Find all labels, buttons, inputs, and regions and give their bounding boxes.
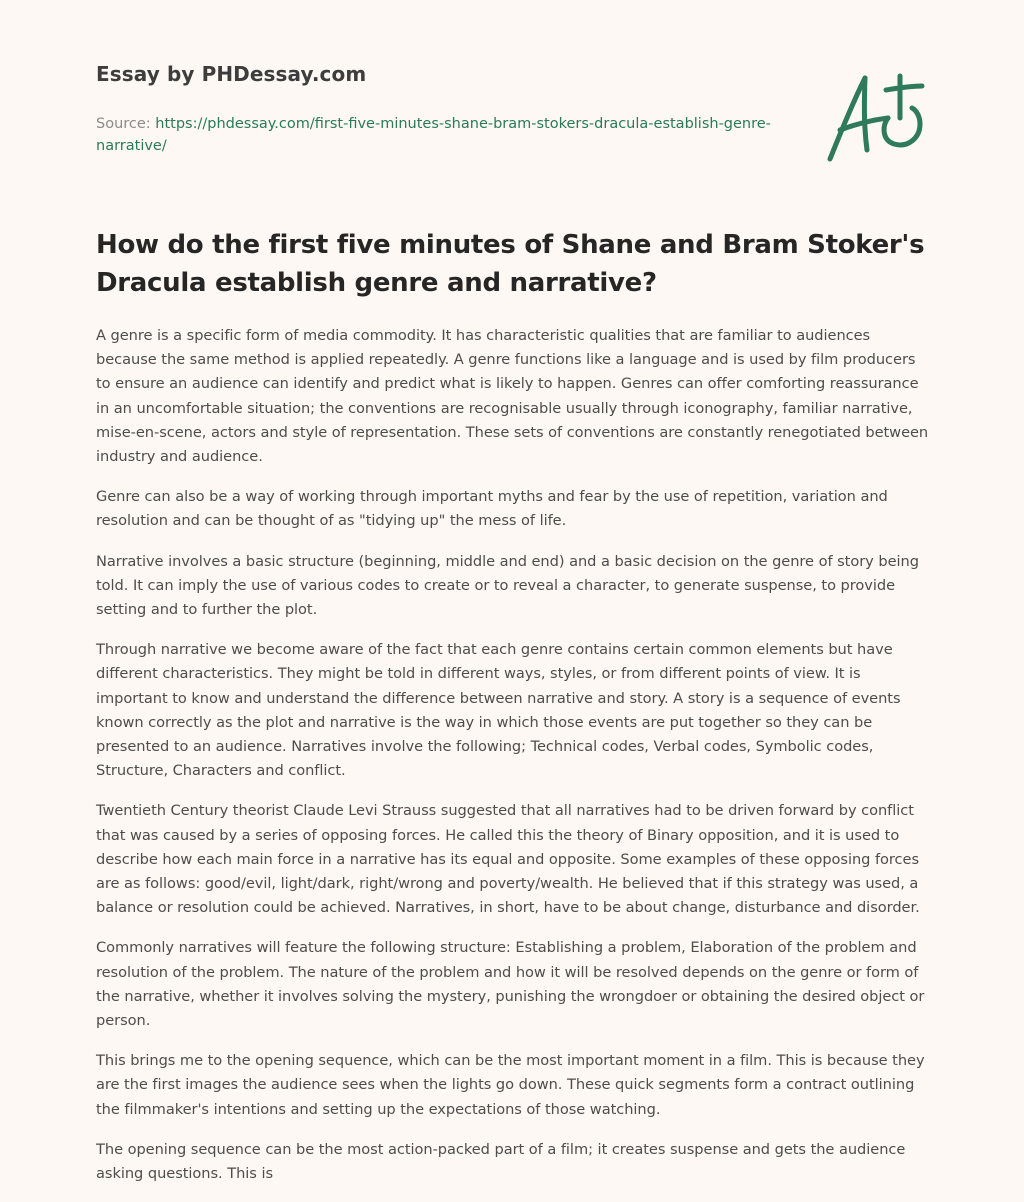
source-line — [96, 113, 796, 157]
essay-paragraph: Twentieth Century theorist Claude Levi Strauss suggested that all narratives had to be driven forward by conflict that was caused by a series of opposing forces. He called this the theory of Binary opposition, and it is used to describe how each main force in a narrative has its equal and opposite. Some examples of these opposing forces are as follows: good/evil, light/dark, right/wrong and poverty/wealth. He believed that if this strategy was used, a balance or resolution could be achieved. Narratives, in short, have to be about change, disturbance and disorder. — [96, 802, 920, 917]
source-label: Source: — [96, 116, 151, 132]
essay-paragraph: Commonly narratives will feature the following structure: Establishing a problem, Elaboration of the problem and resolution of the problem. The nature of the problem and how it will be resolved depends on the genre or form of the narrative, whether it involves solving the mystery, punishing the wrongdoer or obtaining the desired object or person. — [96, 939, 925, 1030]
essay-paragraph: Narrative involves a basic structure (beginning, middle and end) and a basic decision on the genre of story being told. It can imply the use of various codes to create or to reveal a character, to generate suspense, to provide setting and to further the plot. — [96, 552, 919, 619]
essay-body — [96, 324, 934, 1202]
source-link[interactable]: https://phdessay.com/first-five-minutes-shane-bram-stokers-dracula-establish-genre-narrative/ — [96, 116, 771, 154]
essay-title: How do the first five minutes of Shane and Bram Stoker's Dracula establish genre and narrative? — [96, 230, 925, 298]
a-plus-grade-icon — [818, 66, 930, 166]
essay-paragraph: Through narrative we become aware of the fact that each genre contains certain common elements but have different characteristics. They might be told in different ways, styles, or from different points of view. It is important to know and understand the difference between narrative and story. A story is a sequence of events known correctly as the plot and narrative is the way in which those events are put together so they can be presented to an audience. Narratives involve the following; Technical codes, Verbal codes, Symbolic codes, Structure, Characters and conflict. — [96, 641, 901, 780]
essay-paragraph: This brings me to the opening sequence, which can be the most important moment in a film. This is because they are the first images the audience sees when the lights go down. These quick segments form a contract outlining the filmmaker's intentions and setting up the expectations of those watching. — [96, 1052, 925, 1118]
essay-paragraph: Genre can also be a way of working through important myths and fear by the use of repetition, variation and resolution and can be thought of as "tidying up" the mess of life. — [96, 488, 888, 530]
page-header — [96, 62, 796, 157]
site-title: Essay by PHDessay.com — [96, 62, 367, 86]
essay-paragraph: A genre is a specific form of media commodity. It has characteristic qualities that are familiar to audiences because the same method is applied repeatedly. A genre functions like a language and is used by film producers to ensure an audience can identify and predict what is likely to happen. Genres can offer comforting reassurance in an uncomfortable situation; the conventions are recognisable usually through iconography, familiar narrative, mise-en-scene, actors and style of representation. These sets of conventions are constantly renegotiated between industry and audience. — [96, 327, 929, 466]
essay-paragraph: The opening sequence can be the most action-packed part of a film; it creates suspense and gets the audience asking questions. This is — [96, 1140, 906, 1183]
